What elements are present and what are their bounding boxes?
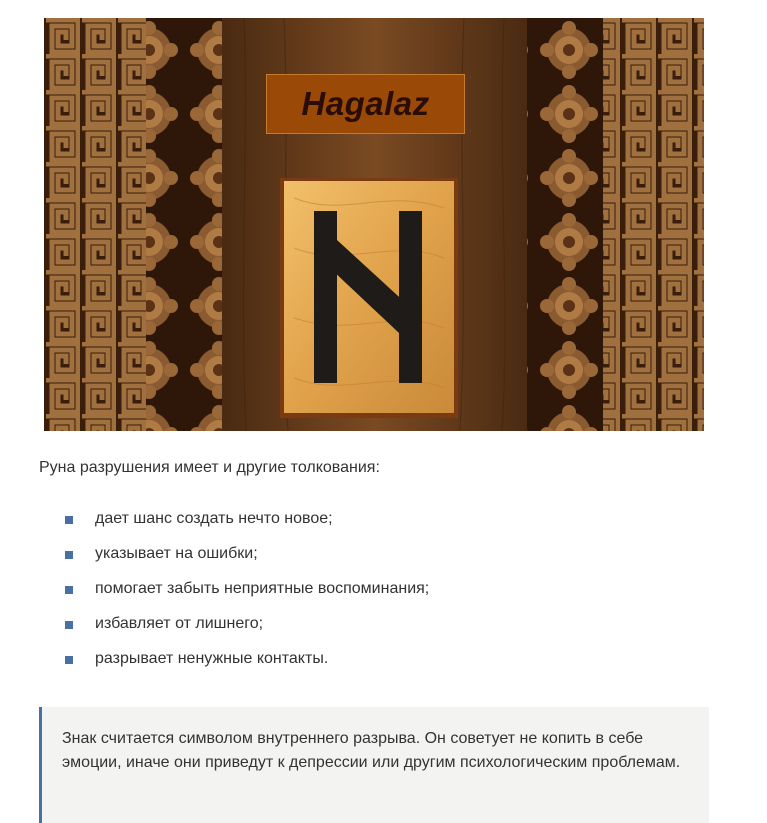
hero-image <box>44 18 704 431</box>
square-bullet-icon <box>65 656 73 664</box>
list-item-text: избавляет от лишнего; <box>95 615 264 632</box>
list-item-text: дает шанс создать нечто новое; <box>95 510 333 527</box>
intro-text: Руна разрушения имеет и другие толкования: <box>39 459 380 476</box>
square-bullet-icon <box>65 586 73 594</box>
square-bullet-icon <box>65 621 73 629</box>
quote-text: Знак считается символом внутреннего разрыва. Он советует не копить в себе эмоции, иначе они приведут к депрессии или другим психологическим проблемам. <box>62 730 681 771</box>
blockquote <box>39 707 709 823</box>
hero-title: Hagalaz <box>301 85 430 122</box>
square-bullet-icon <box>65 551 73 559</box>
list-item-text: помогает забыть неприятные воспоминания; <box>95 580 430 597</box>
square-bullet-icon <box>65 516 73 524</box>
list-item-text: разрывает ненужные контакты. <box>95 650 329 667</box>
list-item-text: указывает на ошибки; <box>95 545 258 562</box>
title-plate <box>266 74 465 134</box>
